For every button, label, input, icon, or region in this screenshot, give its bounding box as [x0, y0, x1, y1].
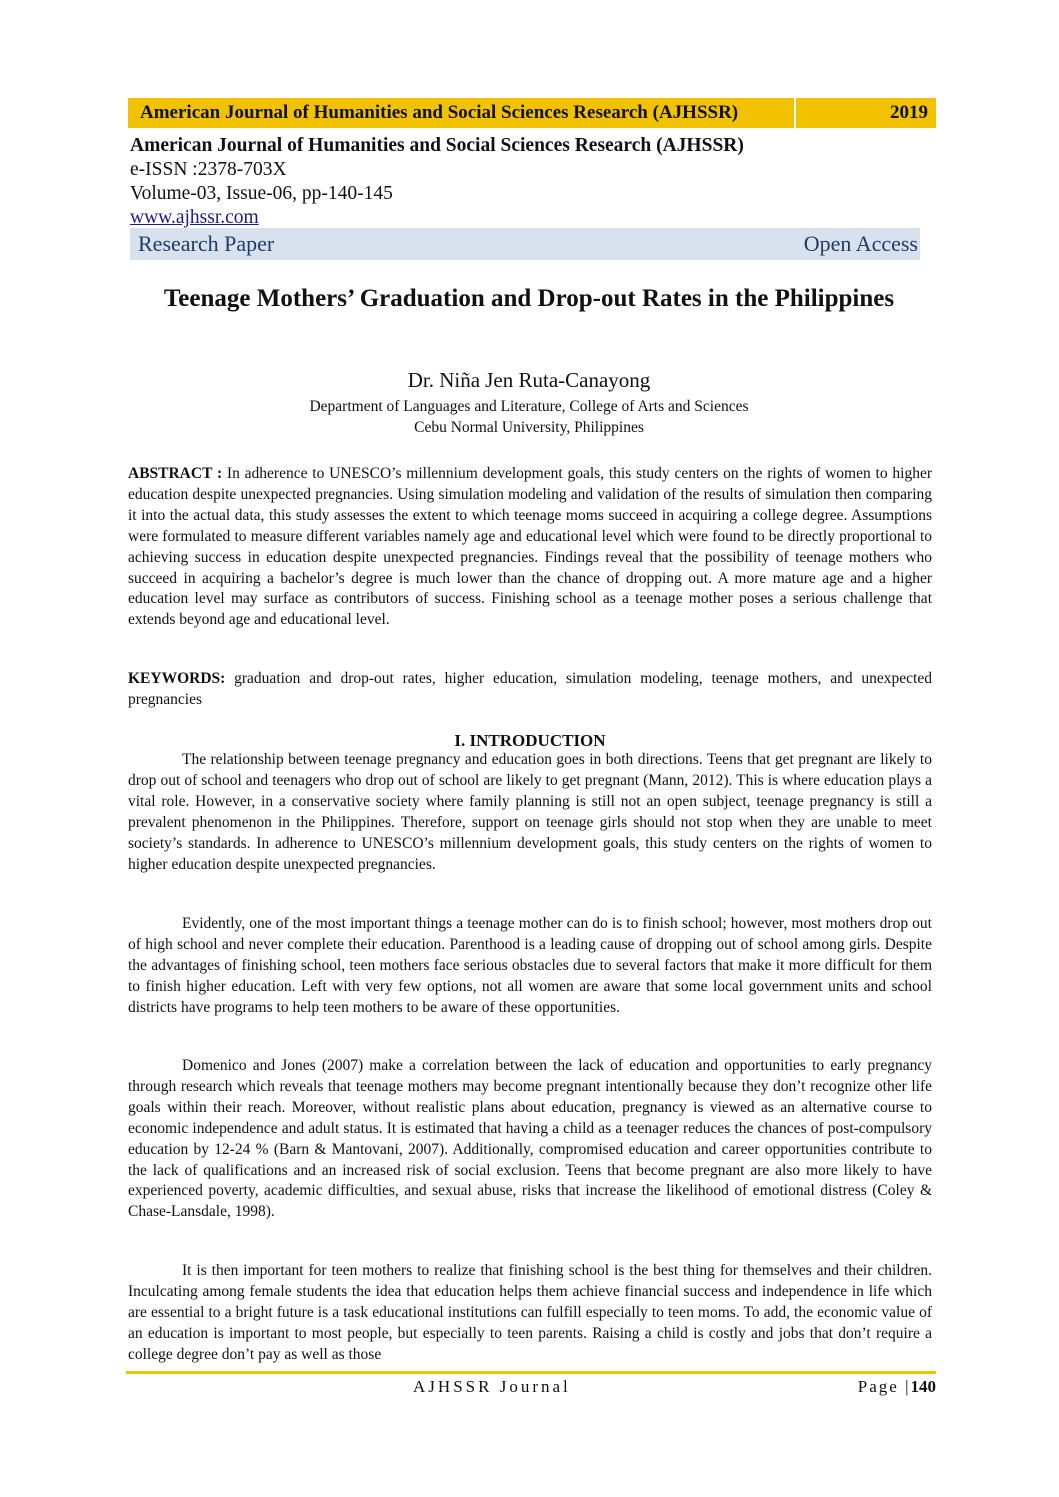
running-header	[128, 98, 936, 128]
affiliation-line-1: Department of Languages and Literature, College of Arts and Sciences	[309, 398, 749, 415]
author-affiliation	[130, 396, 928, 438]
intro-paragraph-2: Evidently, one of the most important things a teenage mother can do is to finish school; however, most mothers drop out of high school and never complete their education. Parenthood is a leading cause of dropping out of school among girls. Despite the advantages of finishing school, teen mothers face serious obstacles due to several factors that make it more difficult for them to finish higher education. Left with very few options, not all women are aware that some local government units and school districts have programs to help teen mothers to be aware of these opportunities.	[128, 915, 932, 1016]
page-number: 140	[910, 1377, 936, 1396]
keywords-label: KEYWORDS:	[128, 670, 226, 687]
paper-type-band	[130, 228, 920, 260]
access-type: Open Access	[803, 231, 918, 256]
footer-journal: AJHSSR Journal	[413, 1377, 571, 1396]
volume-issue: Volume-03, Issue-06, pp-140-145	[130, 183, 393, 204]
page-footer	[126, 1377, 936, 1397]
paper-title: Teenage Mothers’ Graduation and Drop-out Rates in the Philippines	[163, 285, 895, 312]
paper-type: Research Paper	[138, 231, 275, 256]
journal-title: American Journal of Humanities and Social Sciences Research (AJHSSR)	[130, 135, 744, 156]
eissn: e-ISSN :2378-703X	[130, 159, 287, 180]
journal-meta	[130, 134, 744, 230]
keywords	[128, 669, 932, 711]
section-heading-introduction: I. INTRODUCTION	[454, 731, 606, 750]
footer-page	[858, 1377, 936, 1397]
intro-paragraph-4: It is then important for teen mothers to realize that finishing school is the best thing for themselves and their children. Inculcating among female students the idea that education helps them achieve financial success and independence in life which are essential to a bright future is a task educational institutions can fulfill especially to teen moms. To add, the economic value of an education is important to most people, but especially to teen parents. Raising a child is costly and jobs that don’t require a college degree don’t pay as well as those	[128, 1262, 932, 1363]
footer-divider	[126, 1371, 936, 1374]
affiliation-line-2: Cebu Normal University, Philippines	[414, 419, 644, 436]
abstract-label: ABSTRACT :	[128, 465, 223, 482]
author-name: Dr. Niña Jen Ruta-Canayong	[407, 368, 651, 392]
intro-paragraph-3: Domenico and Jones (2007) make a correlation between the lack of education and opportunities to early pregnancy through research which reveals that teenage mothers may become pregnant intentionally because they don’t recognize other life goals within their reach. Moreover, without realistic plans about education, pregnancy is viewed as an alternative course to economic independence and adult status. It is estimated that having a child as a teenager reduces the chances of post-compulsory education by 12-24 % (Barn & Mantovani, 2007). Additionally, compromised education and career opportunities contribute to the lack of qualifications and an increased risk of social exclusion. Teens that become pregnant are also more likely to have experienced poverty, academic difficulties, and sexual abuse, risks that increase the likelihood of emotional distress (Coley & Chase-Lansdale, 1998).	[128, 1057, 932, 1221]
abstract	[128, 464, 932, 631]
journal-website-link[interactable]: www.ajhssr.com	[130, 207, 259, 228]
keywords-text: graduation and drop-out rates, higher education, simulation modeling, teenage mothers, and unexpected pregnancies	[128, 670, 932, 708]
intro-paragraph-1: The relationship between teenage pregnancy and education goes in both directions. Teens that get pregnant are likely to drop out of school and teenagers who drop out of school are likely to get pregnant (Mann, 2012). This is where education plays a vital role. However, in a conservative society where family planning is still not an open subject, teenage pregnancy is still a prevalent phenomenon in the Philippines. Therefore, support on teenage girls should not stop when they are unable to meet society’s standards. In adherence to UNESCO’s millennium development goals, this study centers on the rights of women to higher education despite unexpected pregnancies.	[128, 751, 932, 873]
header-year: 2019	[796, 98, 936, 128]
abstract-text: In adherence to UNESCO’s millennium development goals, this study centers on the rights of women to higher education despite unexpected pregnancies. Using simulation modeling and validation of the results of simulation then comparing it into the actual data, this study assesses the extent to which teenage moms succeed in acquiring a college degree. Assumptions were formulated to measure different variables namely age and educational level which were found to be directly proportional to achieving success in education despite unexpected pregnancies. Findings reveal that the possibility of teenage mothers who succeed in acquiring a bachelor’s degree is much lower than the chance of dropping out. A more mature age and a higher education level may surface as contributors of success. Finishing school as a teenage mother poses a serious challenge that extends beyond age and educational level.	[128, 465, 932, 629]
page-label: Page |	[857, 1377, 911, 1396]
header-journal-name: American Journal of Humanities and Social Sciences Research (AJHSSR)	[128, 98, 794, 128]
